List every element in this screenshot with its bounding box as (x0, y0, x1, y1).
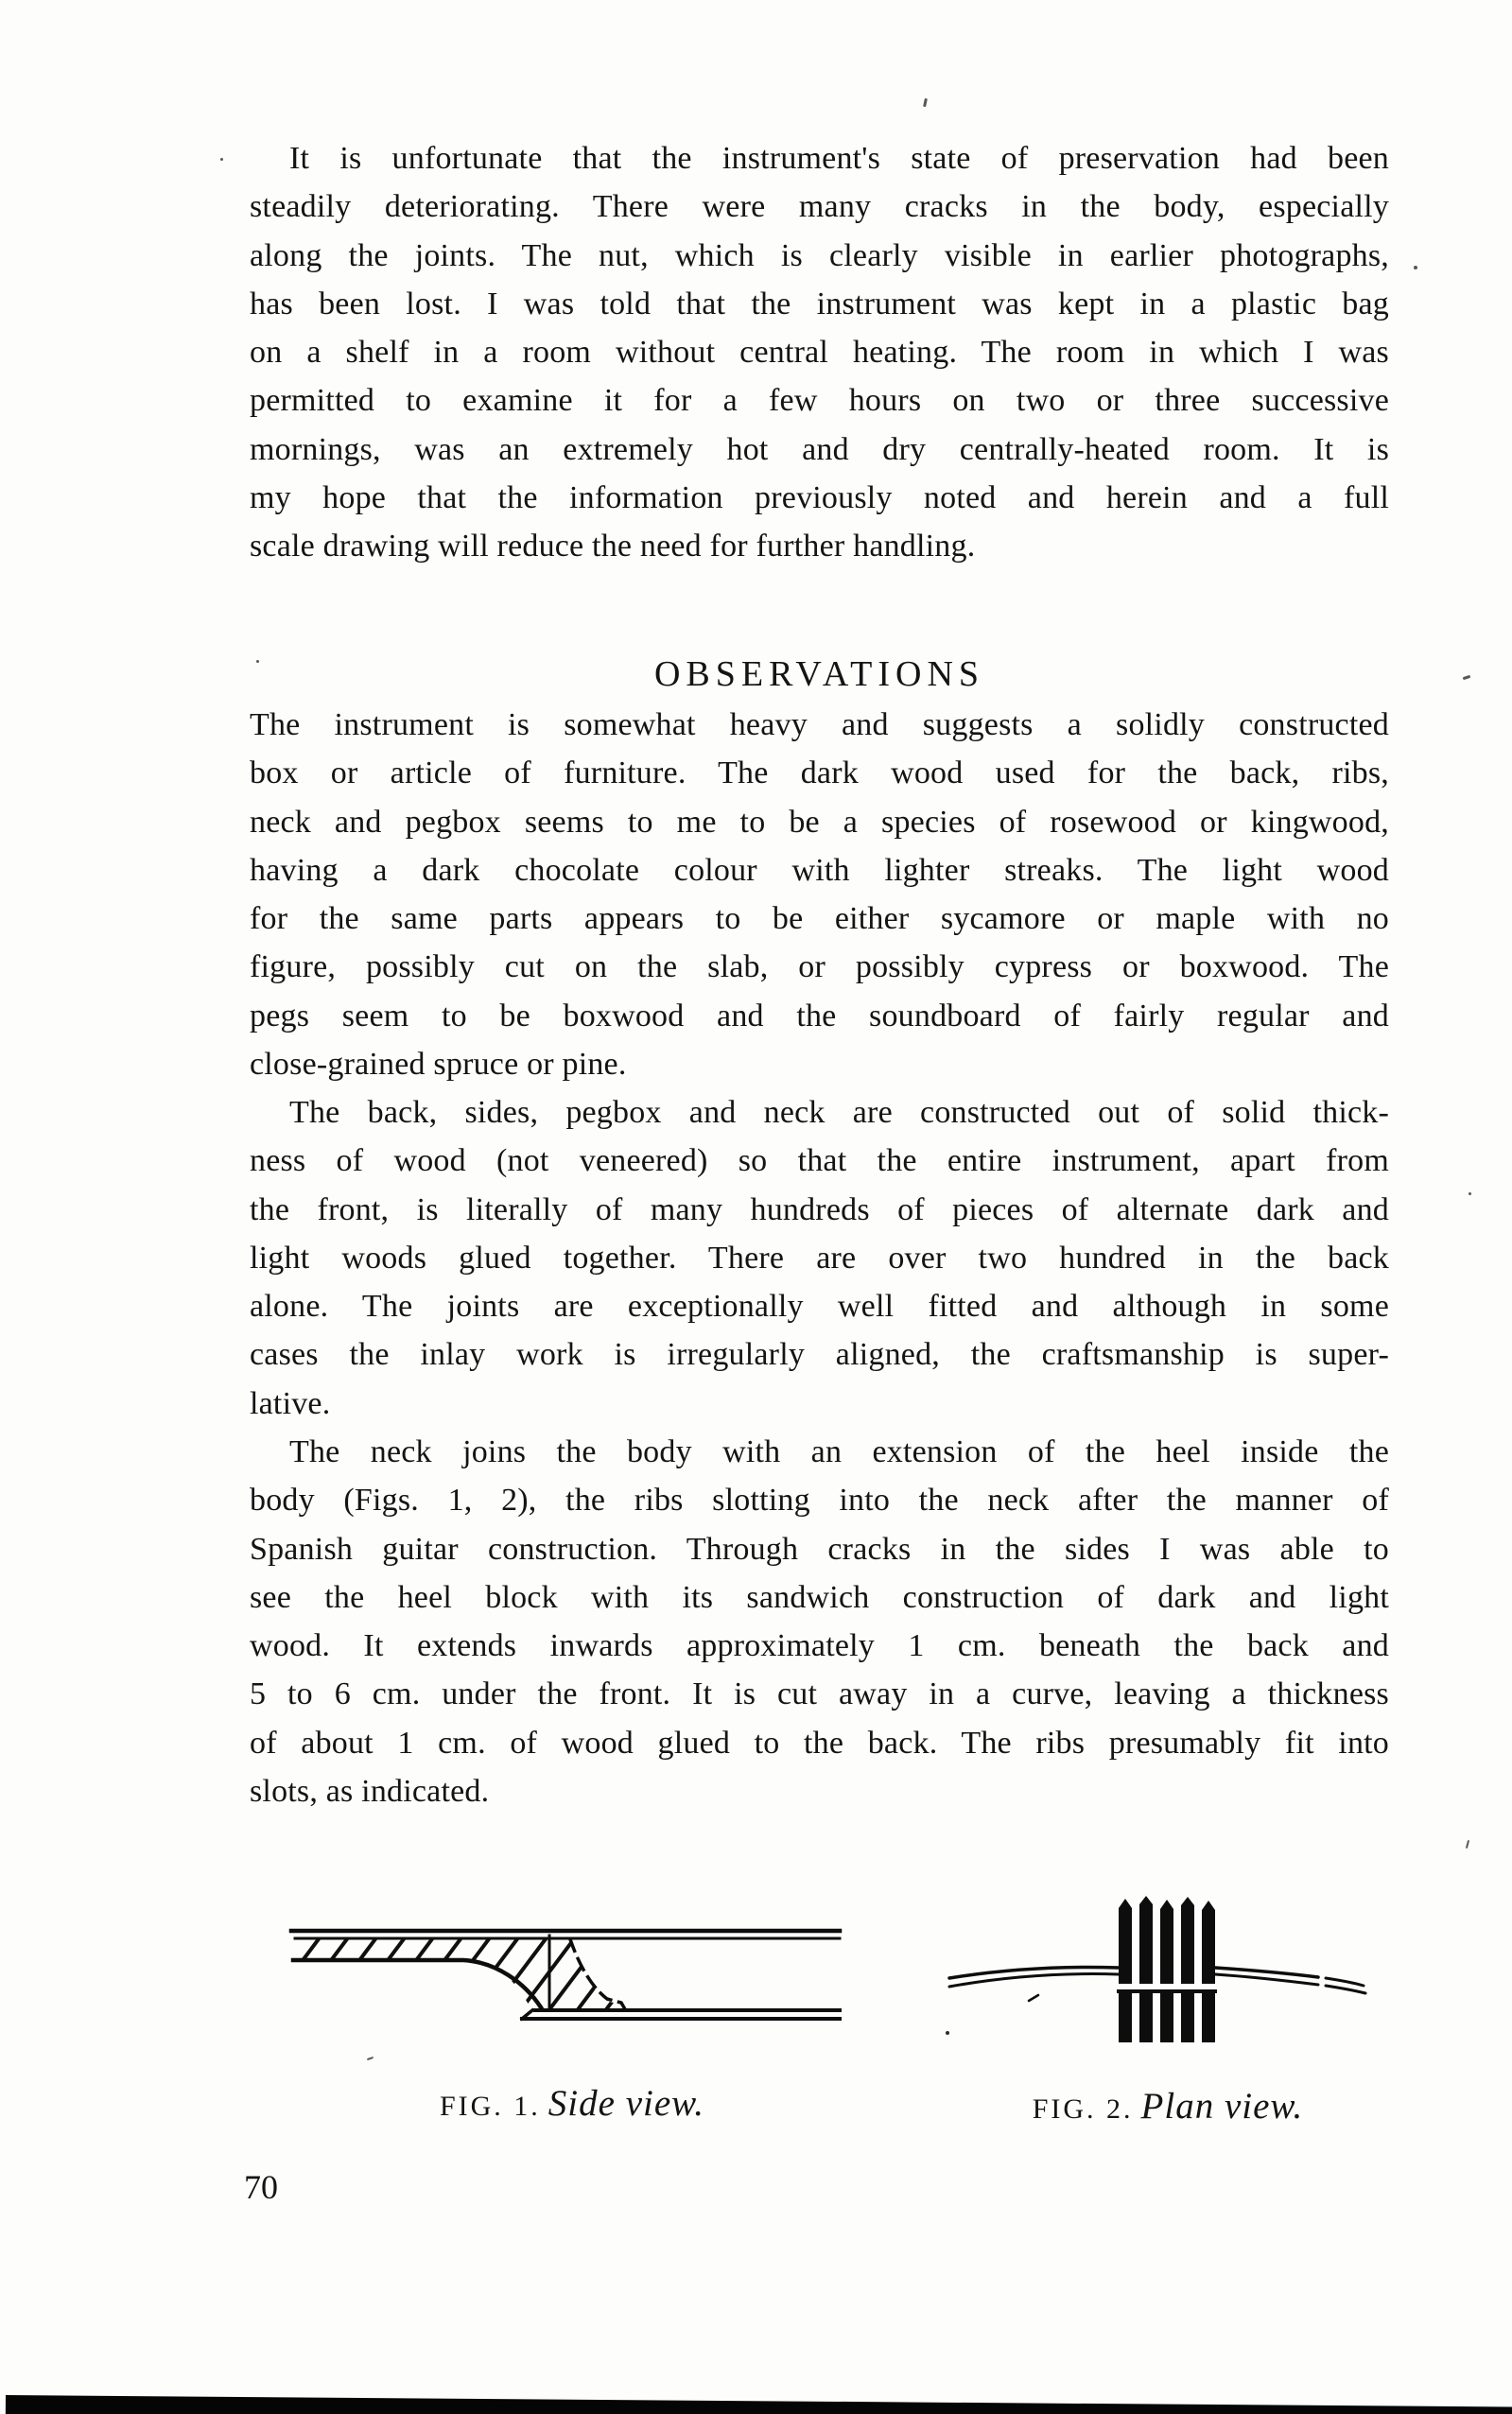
text-line: of about 1 cm. of wood glued to the back. The ribs presumably fit into (250, 1725, 1389, 1761)
text-line: wood. It extends inwards approximately 1 cm. beneath the back and (250, 1628, 1389, 1664)
text-line: body (Figs. 1, 2), the ribs slotting into the neck after the manner of (250, 1483, 1389, 1519)
scan-speck (1469, 1192, 1471, 1195)
scan-speck (367, 2057, 374, 2060)
fig1-label: FIG. 1. (439, 2091, 541, 2122)
text-line: see the heel block with its sandwich construction of dark and light (250, 1579, 1389, 1615)
text-line: Spanish guitar construction. Through cracks in the sides I was able to (250, 1531, 1389, 1567)
paragraph-preservation (250, 134, 1389, 571)
text-line: the front, is literally of many hundreds of pieces of alternate dark and (250, 1191, 1389, 1227)
fig2-label: FIG. 2. (1032, 2093, 1134, 2125)
text-line: lative. (250, 1385, 331, 1421)
text-line: neck and pegbox seems to me to be a species of rosewood or kingwood, (250, 804, 1389, 840)
scan-speck (1414, 266, 1417, 269)
text-line: ness of wood (not veneered) so that the entire instrument, apart from (250, 1143, 1389, 1179)
text-line: my hope that the information previously noted and herein and a full (250, 480, 1389, 516)
scan-speck (1463, 675, 1471, 680)
text-line: slots, as indicated. (250, 1774, 490, 1810)
text-line: scale drawing will reduce the need for further handling. (250, 529, 976, 564)
fig1-side-view-drawing (284, 1924, 851, 2033)
text-line: alone. The joints are exceptionally well fitted and although in some (250, 1289, 1389, 1325)
text-line: on a shelf in a room without central heating. The room in which I was (250, 335, 1389, 371)
fig1-title: Side view. (547, 2083, 705, 2124)
text-line: having a dark chocolate colour with lighter streaks. The light wood (250, 852, 1389, 888)
text-line: along the joints. The nut, which is clearly visible in earlier photographs, (250, 237, 1389, 273)
scan-speck (1466, 1840, 1469, 1849)
text-line: box or article of furniture. The dark wood used for the back, ribs, (250, 755, 1389, 791)
fig1-caption (359, 2082, 785, 2125)
text-line: pegs seem to be boxwood and the soundboard of fairly regular and (250, 998, 1389, 1033)
text-line: light woods glued together. There are over two hundred in the back (250, 1240, 1389, 1276)
fig2-title: Plan view. (1140, 2086, 1304, 2127)
paragraph-materials (250, 701, 1389, 1088)
scan-speck (256, 660, 259, 663)
fig2-plan-view-drawing (936, 1891, 1371, 2057)
text-line: 5 to 6 cm. under the front. It is cut away in a curve, leaving a thickness (250, 1676, 1389, 1712)
text-line: has been lost. I was told that the instrument was kept in a plastic bag (250, 286, 1389, 321)
text-line: It is unfortunate that the instrument's state of preservation had been (289, 141, 1389, 176)
paragraph-construction (250, 1088, 1389, 1428)
text-line: cases the inlay work is irregularly aligned, the craftsmanship is super- (250, 1337, 1389, 1373)
scanner-edge-bar (6, 2395, 1512, 2414)
text-line: figure, possibly cut on the slab, or possibly cypress or boxwood. The (250, 949, 1389, 985)
text-line: close-grained spruce or pine. (250, 1047, 627, 1083)
text-line: The instrument is somewhat heavy and suggests a solidly constructed (250, 707, 1389, 742)
scan-speck (923, 98, 928, 107)
fig2-caption (955, 2085, 1381, 2127)
text-line: steadily deteriorating. There were many cracks in the body, especially (250, 189, 1389, 225)
scan-speck (220, 158, 223, 161)
section-heading-observations: OBSERVATIONS (653, 654, 985, 694)
page-number: 70 (244, 2168, 278, 2206)
text-line: The back, sides, pegbox and neck are constructed out of solid thick- (289, 1095, 1389, 1130)
text-line: The neck joins the body with an extension of the heel inside the (289, 1434, 1389, 1469)
text-line: mornings, was an extremely hot and dry centrally-heated room. It is (250, 431, 1389, 467)
paragraph-neck-joint (250, 1428, 1389, 1815)
text-line: for the same parts appears to be either sycamore or maple with no (250, 901, 1389, 937)
text-line: permitted to examine it for a few hours on two or three successive (250, 383, 1389, 419)
